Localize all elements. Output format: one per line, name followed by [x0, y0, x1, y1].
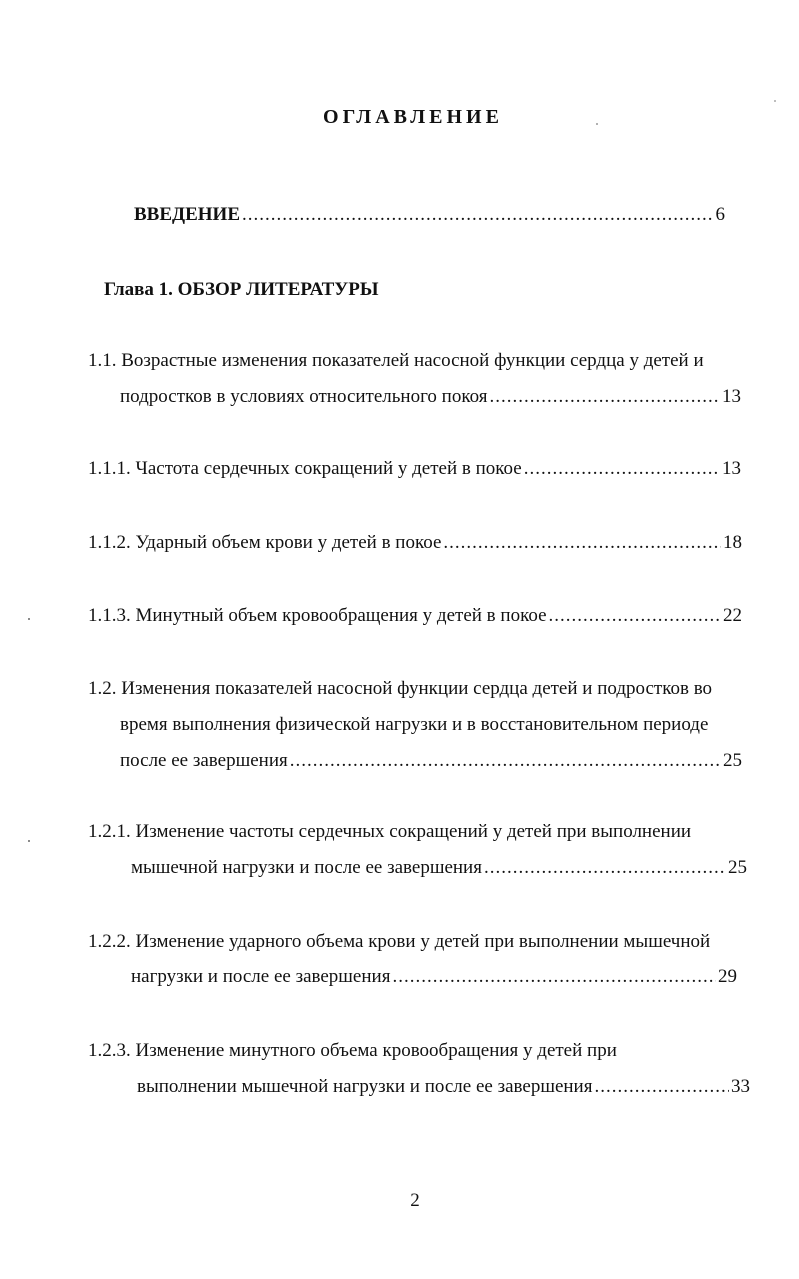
toc-entry-1-1-line2 [120, 385, 741, 409]
toc-entry-1-2-2-line1: 1.2.2. Изменение ударного объема крови у детей при выполнении мышечной [88, 931, 711, 952]
dot-leader [242, 203, 714, 227]
toc-entry-text: нагрузки и после ее завершения [131, 966, 391, 987]
toc-entry-text: 1.1.3. Минутный объем кровообращения у детей в покое [88, 605, 547, 626]
toc-entry-page: 25 [723, 750, 742, 771]
toc-entry-1-1-3 [88, 604, 742, 628]
toc-entry-text: 1.1.2. Ударный объем крови у детей в покое [88, 532, 442, 553]
page-number: 2 [410, 1190, 420, 1211]
dot-leader [290, 749, 721, 773]
toc-entry-text: после ее завершения [120, 750, 288, 771]
dot-leader [489, 385, 720, 409]
toc-entry-text: подростков в условиях относительного покоя [120, 386, 488, 407]
toc-entry-text: 1.1.1. Частота сердечных сокращений у детей в покое [88, 458, 522, 479]
toc-entry-intro [134, 203, 725, 227]
scan-speck [596, 123, 598, 125]
dot-leader [549, 604, 722, 628]
dot-leader [443, 531, 721, 555]
toc-entry-1-2-line2: время выполнения физической нагрузки и в восстановительном периоде [120, 714, 709, 735]
scan-speck [28, 840, 30, 842]
toc-entry-text: мышечной нагрузки и после ее завершения [131, 857, 482, 878]
toc-entry-page: 18 [723, 532, 742, 553]
toc-entry-1-1-2 [88, 531, 742, 555]
toc-entry-page: 6 [715, 204, 725, 225]
chapter-heading: Глава 1. ОБЗОР ЛИТЕРАТУРЫ [104, 279, 379, 300]
dot-leader [392, 965, 716, 989]
toc-entry-text: выполнении мышечной нагрузки и после ее завершения [137, 1076, 593, 1097]
toc-entry-page: 25 [728, 857, 747, 878]
dot-leader [524, 457, 720, 481]
toc-entry-1-2-1-line1: 1.2.1. Изменение частоты сердечных сокращений у детей при выполнении [88, 821, 692, 842]
scan-speck [774, 100, 776, 102]
toc-title: ОГЛАВЛЕНИЕ [323, 106, 503, 128]
toc-entry-1-2-1-line2 [131, 856, 747, 880]
toc-entry-page: 22 [723, 605, 742, 626]
toc-entry-page: 29 [718, 966, 737, 987]
toc-entry-page: 13 [722, 458, 741, 479]
toc-entry-text: ВВЕДЕНИЕ [134, 204, 240, 225]
scan-speck [28, 618, 30, 620]
toc-entry-page: 33 [731, 1076, 750, 1097]
dot-leader [594, 1075, 729, 1099]
toc-entry-1-2-3-line1: 1.2.3. Изменение минутного объема кровообращения у детей при [88, 1040, 617, 1061]
toc-entry-1-2-3-line2 [137, 1075, 750, 1099]
toc-entry-1-1-line1: 1.1. Возрастные изменения показателей насосной функции сердца у детей и [88, 350, 704, 371]
toc-entry-page: 13 [722, 386, 741, 407]
toc-entry-1-2-2-line2 [131, 965, 737, 989]
dot-leader [484, 856, 726, 880]
toc-entry-1-2-line1: 1.2. Изменения показателей насосной функции сердца детей и подростков во [88, 678, 713, 699]
toc-entry-1-1-1 [88, 457, 741, 481]
toc-entry-1-2-line3 [120, 749, 742, 773]
